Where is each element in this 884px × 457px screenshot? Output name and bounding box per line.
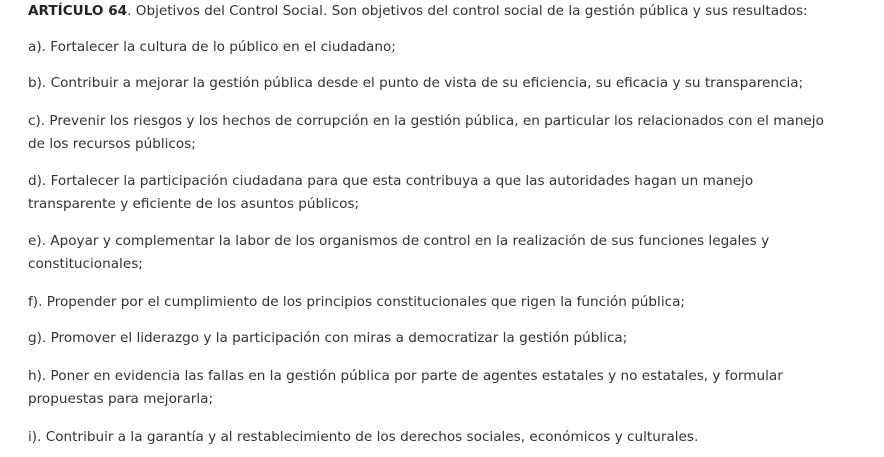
objective-item-d: d). Fortalecer la participación ciudadana para que esta contribuya a que las autoridades hagan un manejo transparente y eficiente de los asuntos públicos; bbox=[28, 173, 754, 212]
objective-item-g: g). Promover el liderazgo y la participación con miras a democratizar la gestión pública; bbox=[28, 330, 628, 346]
article-intro-text: . Objetivos del Control Social. Son objetivos del control social de la gestión pública y sus resultados: bbox=[127, 3, 808, 19]
objective-item-f: f). Propender por el cumplimiento de los principios constitucionales que rigen la función pública; bbox=[28, 294, 685, 310]
article-heading: ARTÍCULO 64 bbox=[28, 3, 128, 19]
objective-item-h: h). Poner en evidencia las fallas en la gestión pública por parte de agentes estatales y no estatales, y formular propuestas para mejorarla; bbox=[28, 368, 783, 407]
objective-item-c: c). Prevenir los riesgos y los hechos de corrupción en la gestión pública, en particular los relacionados con el manejo de los recursos públicos; bbox=[28, 113, 824, 152]
objective-item-a: a). Fortalecer la cultura de lo público en el ciudadano; bbox=[28, 39, 396, 55]
objective-item-b: b). Contribuir a mejorar la gestión pública desde el punto de vista de su eficiencia, su eficacia y su transparencia; bbox=[28, 75, 804, 91]
objective-item-i: i). Contribuir a la garantía y al restablecimiento de los derechos sociales, económicos y culturales. bbox=[28, 429, 699, 445]
objective-item-e: e). Apoyar y complementar la labor de los organismos de control en la realización de sus funciones legales y constitucionales; bbox=[28, 233, 770, 272]
article-intro-paragraph bbox=[28, 0, 858, 23]
